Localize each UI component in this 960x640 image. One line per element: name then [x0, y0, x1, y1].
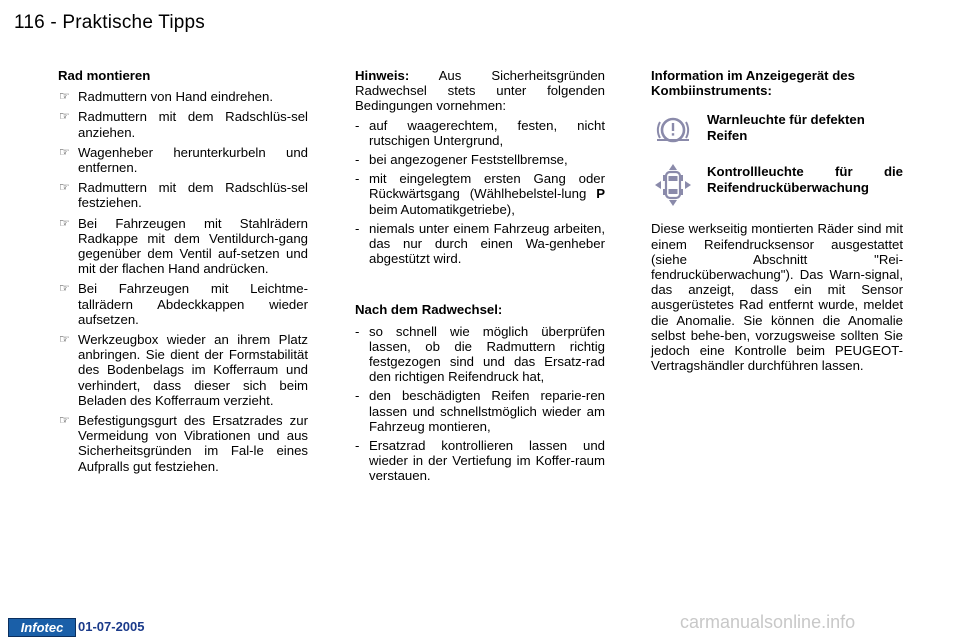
list-item-text: niemals unter einem Fahrzeug arbeiten, das nur durch einen Wa-genheber abgestützt wird. — [369, 220, 605, 267]
list-item — [58, 145, 308, 175]
pointing-hand-icon: ☞ — [59, 144, 70, 159]
pressure-lamp-row — [651, 164, 903, 216]
list-item-text: Ersatzrad kontrollieren lassen und wieder in der Vertiefung im Koffer-raum verstauen. — [369, 438, 605, 484]
list-item-text: Wagenheber herunterkurbeln und entfernen. — [78, 144, 308, 176]
dash-marker: - — [355, 438, 360, 454]
pointing-hand-icon: ☞ — [59, 413, 70, 428]
warning-lamp-row — [651, 112, 903, 164]
list-item-text: bei angezogener Feststellbremse, — [369, 152, 568, 168]
list-item — [355, 324, 605, 385]
spacer — [355, 270, 605, 302]
list-item — [58, 109, 308, 139]
note-label: Hinweis: — [355, 68, 410, 83]
pointing-hand-icon: ☞ — [59, 180, 70, 195]
list-item-text — [369, 171, 605, 216]
list-item — [58, 89, 308, 104]
list-item-text: den beschädigten Reifen reparie-ren lassen und schnellstmöglich wieder am Fahrzeug montieren, — [369, 388, 605, 434]
list-item-text: Bei Fahrzeugen mit Stahlrädern Radkappe mit dem Ventildurch-gang gegenüber dem Ventil auf-setzen und mit der flachen Hand andrücken. — [78, 215, 308, 277]
list-item-text: Werkzeugbox wieder an ihrem Platz anbringen. Sie dient der Formstabilität des Bodenbelags im Kofferraum und verhindert, dass dieser sich beim Beladen des Kofferraum verzieht. — [78, 332, 308, 408]
list-item — [355, 118, 605, 148]
info-paragraph: Diese werkseitig montierten Räder sind mit einem Reifendrucksensor ausgestattet (siehe Abschnitt "Rei-fendrucküberwachung"). Das Warn-signal, das anzeigt, dass ein mit Sensor ausgerüstetes Rad entfernt wurde, meldet die Anomalie. Sie können die Anomalie selbst behe-ben, vorzugsweise sollten Sie jedoch eine Kontrolle beim PEUGEOT-Vertragshändler durchführen lassen. — [651, 221, 903, 374]
tyre-pressure-monitor-icon — [653, 162, 693, 208]
pointing-hand-icon: ☞ — [59, 109, 70, 124]
column-rad-montieren — [58, 68, 308, 479]
list-item — [355, 171, 605, 217]
page-number: 116 — [14, 12, 45, 33]
tyre-warning-icon — [653, 110, 693, 150]
list-item — [355, 438, 605, 484]
list-item-text: auf waagerechtem, festen, nicht rutschigen Untergrund, — [369, 117, 605, 148]
pointing-hand-icon: ☞ — [59, 89, 70, 104]
list-item — [58, 413, 308, 474]
dash-marker: - — [355, 117, 360, 133]
gear-position: P — [596, 186, 605, 202]
list-item-text: Befestigungsgurt des Ersatzrades zur Vermeidung von Vibrationen und aus Sicherheitsgründen im Fal-le eines Aufpralls gut festziehen. — [78, 413, 308, 474]
section-heading: Information im Anzeigegerät des Kombiinstruments: — [651, 68, 855, 99]
list-item — [58, 332, 308, 408]
pointing-hand-icon: ☞ — [59, 215, 70, 230]
pressure-lamp-label: Kontrollleuchte für die Reifendrucküberwachung — [707, 164, 903, 195]
dash-marker: - — [355, 220, 360, 236]
section-heading: Rad montieren — [58, 68, 151, 83]
gear-text-end: beim Automatikgetriebe), — [369, 201, 515, 217]
list-item-text: so schnell wie möglich überprüfen lassen, ob die Radmuttern richtig festgezogen sind und das Ersatz-rad den richtigen Reifendruck hat, — [369, 323, 605, 385]
column-information — [651, 68, 903, 373]
dash-marker: - — [355, 171, 360, 187]
list-item-text: Bei Fahrzeugen mit Leichtme-tallrädern Abdeckkappen wieder aufsetzen. — [78, 281, 308, 327]
list-item — [58, 180, 308, 210]
dash-marker: - — [355, 323, 360, 339]
warning-lamp-label: Warnleuchte für defekten Reifen — [707, 112, 865, 143]
note-text: Aus Sicherheitsgründen Radwechsel stets unter folgenden Bedingungen vornehmen: — [355, 68, 605, 114]
list-item-text: Radmuttern mit dem Radschlüs-sel festziehen. — [78, 180, 308, 211]
footer-date: 01-07-2005 — [78, 619, 145, 634]
page-header — [14, 12, 205, 34]
note-paragraph — [355, 68, 605, 114]
list-item — [355, 221, 605, 267]
dash-marker: - — [355, 388, 360, 404]
list-item-text: Radmuttern von Hand eindrehen. — [78, 89, 274, 105]
list-item — [355, 152, 605, 167]
pointing-hand-icon: ☞ — [59, 281, 70, 296]
page-title: - Praktische Tipps — [50, 12, 205, 33]
pointing-hand-icon: ☞ — [59, 332, 70, 347]
infotec-logo: Infotec — [8, 618, 76, 637]
list-item — [58, 216, 308, 277]
gear-text-start: mit eingelegtem ersten Gang oder Rückwärtsgang (Wählhebelstel-lung — [369, 171, 605, 202]
watermark: carmanualsonline.info — [680, 612, 856, 632]
section-heading: Nach dem Radwechsel: — [355, 302, 503, 318]
dash-marker: - — [355, 152, 360, 168]
list-item — [355, 388, 605, 434]
column-hinweis — [355, 68, 605, 488]
list-item-text: Radmuttern mit dem Radschlüs-sel anziehen. — [78, 109, 308, 140]
list-item — [58, 281, 308, 327]
